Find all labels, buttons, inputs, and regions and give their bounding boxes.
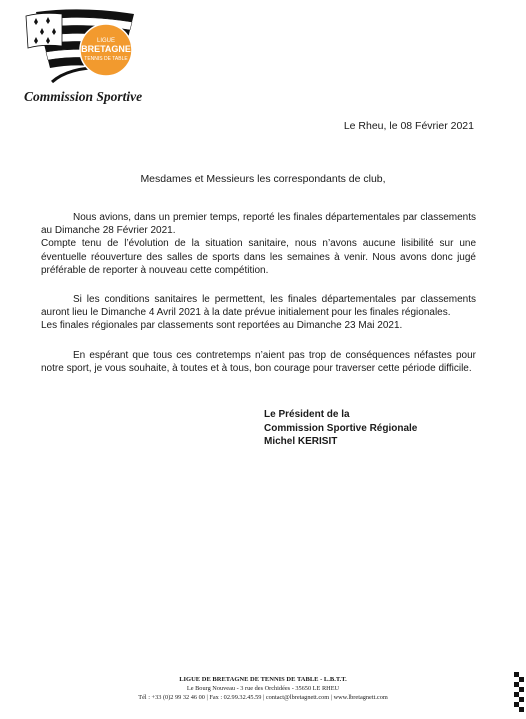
paragraph-postponement xyxy=(41,211,476,277)
corner-pattern-icon xyxy=(514,672,524,712)
svg-text:BRETAGNE: BRETAGNE xyxy=(81,44,131,54)
svg-text:TENNIS DE TABLE: TENNIS DE TABLE xyxy=(84,56,128,62)
footer xyxy=(0,675,526,702)
paragraph-closing: En espérant que tous ces contretemps n’aient pas trop de conséquences néfastes pour notre sport, je vous souhaite, à toutes et à tous, bon courage pour traverser cette période difficile. xyxy=(41,349,476,374)
paragraph-text: Si les conditions sanitaires le permettent, les finales départementales par classements auront lieu le Dimanche 4 Avril 2021 à la date prévue initialement pour les finales régionales. xyxy=(41,294,476,319)
svg-text:LIGUE: LIGUE xyxy=(96,38,116,44)
footer-organization: LIGUE DE BRETAGNE DE TENNIS DE TABLE - L.B.T.T. xyxy=(179,676,347,683)
paragraph-text: Les finales régionales par classements sont reportées au Dimanche 23 Mai 2021. xyxy=(41,320,403,332)
letter-body xyxy=(41,211,476,391)
paragraph-text: Compte tenu de l’évolution de la situation sanitaire, nous n’avons aucune lisibilité sur une éventuelle réouverture des salles de sports dans les semaines à venir. Nous avons donc jugé préférable de reporter à nouveau cette compétition. xyxy=(41,238,476,276)
paragraph-text: Nous avions, dans un premier temps, reporté les finales départementales par classements au Dimanche 28 Février 2021. xyxy=(41,212,476,237)
signature-name: Michel KERISIT xyxy=(264,436,338,447)
signature-block xyxy=(264,408,417,449)
salutation: Mesdames et Messieurs les correspondants de club, xyxy=(140,173,386,185)
footer-contact: Tél : +33 (0)2 99 32 46 00 | Fax : 02.99.32.45.59 | contact@lbretagnett.com | www.lbretagnett.com xyxy=(138,694,388,701)
place-and-date: Le Rheu, le 08 Février 2021 xyxy=(343,120,474,132)
signature-title: Le Président de la xyxy=(264,409,350,420)
ligue-bretagne-logo xyxy=(22,8,142,88)
signature-role: Commission Sportive Régionale xyxy=(264,422,418,434)
paragraph-new-dates xyxy=(41,293,476,333)
department-title: Commission Sportive xyxy=(24,89,143,104)
footer-address: Le Bourg Nouveau - 3 rue des Orchidées - 35650 LE RHEU xyxy=(186,685,340,692)
breton-flag-logo-graphic xyxy=(22,8,142,88)
